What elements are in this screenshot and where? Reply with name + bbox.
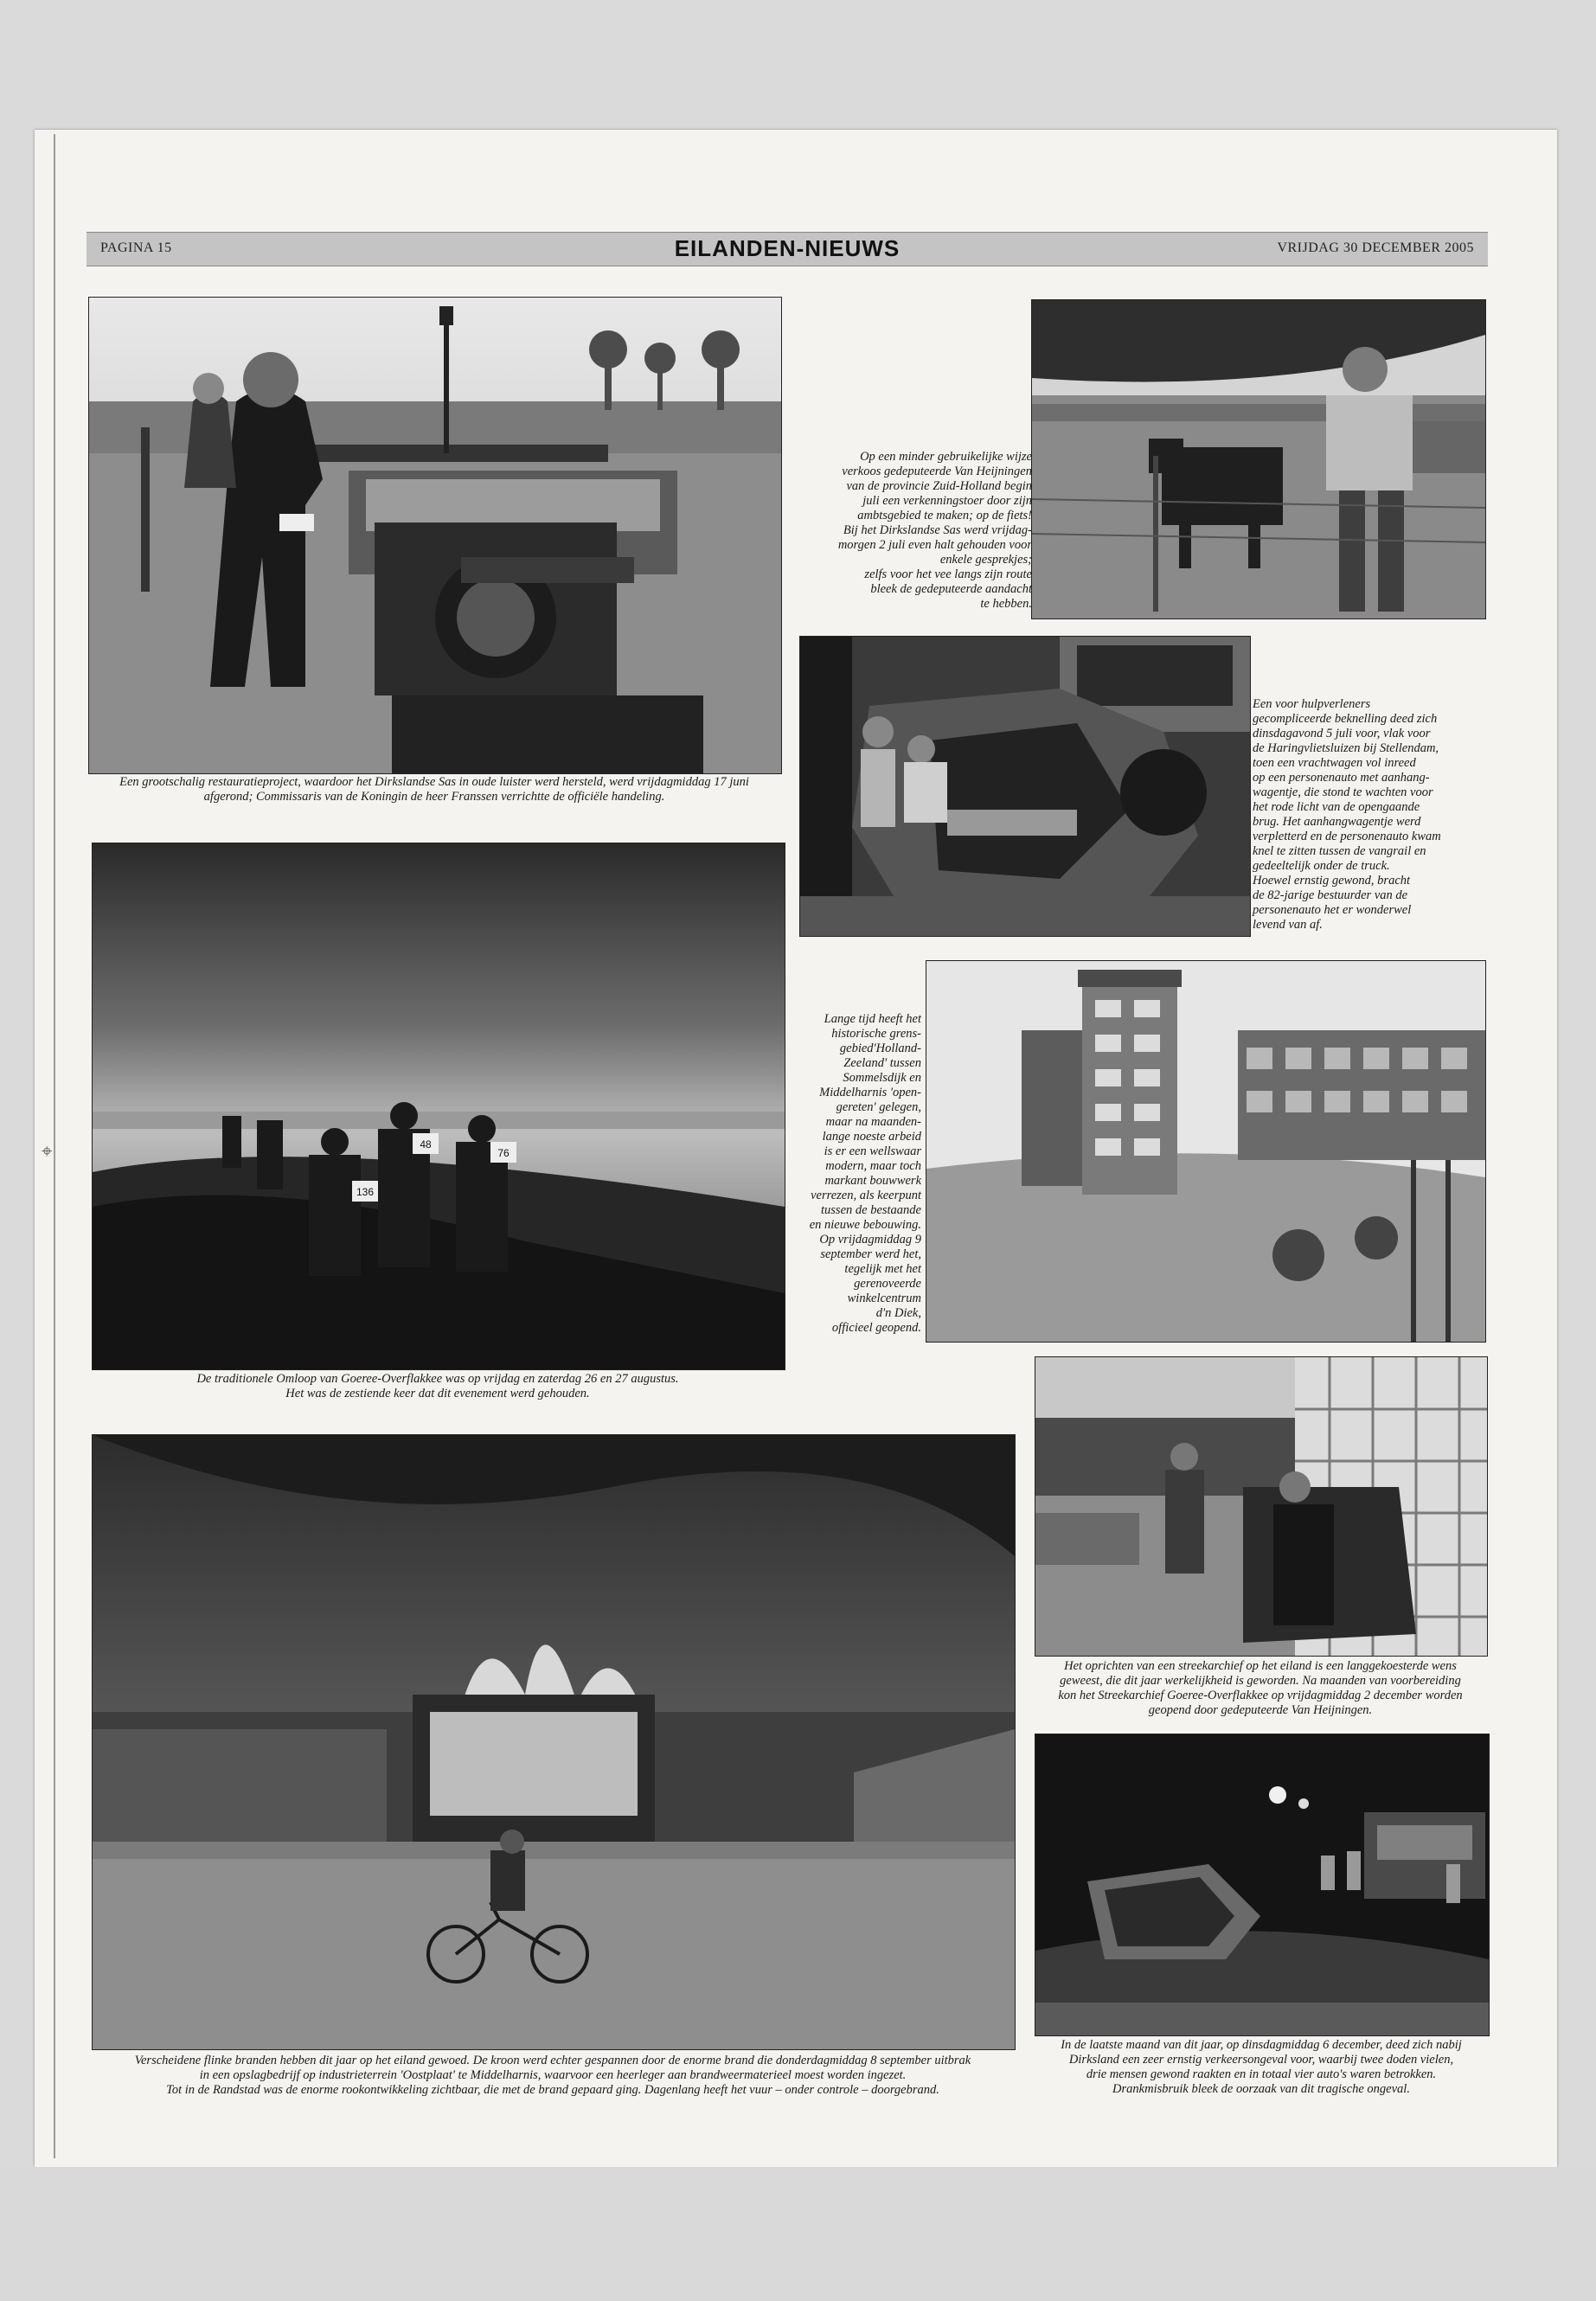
caption-line: op een personenauto met aanhang- (1253, 771, 1430, 785)
caption-streekarchief (1035, 1659, 1486, 1718)
caption-line: geopend door gedeputeerde Van Heijningen. (1148, 1703, 1373, 1717)
caption-line: gecompliceerde beknelling deed zich (1253, 712, 1438, 726)
caption-line: Dirksland een zeer ernstig verkeersongeval voor, waarbij twee doden vielen, (1068, 2053, 1454, 2067)
caption-line: maar na maanden- (825, 1115, 921, 1129)
caption-line: geweest, die dit jaar werkelijkheid is geworden. Na maanden van voorbereiding (1060, 1674, 1461, 1688)
masthead: EILANDEN-NIEUWS (674, 235, 901, 261)
photo-gedeputeerde-paard (1031, 299, 1486, 619)
caption-line: Op vrijdagmiddag 9 (819, 1233, 921, 1247)
caption-line: Op een minder gebruikelijke wijze (860, 450, 1032, 464)
issue-date: VRIJDAG 30 DECEMBER 2005 (1277, 240, 1474, 255)
registration-mark: ⌖ (42, 1140, 53, 1162)
photo-sluis-restauratie (88, 297, 782, 774)
caption-winkelcentrum (783, 1012, 921, 1336)
runner-number-1: 136 (356, 1186, 375, 1198)
scan-bottom-margin (0, 2167, 1596, 2301)
caption-line: drie mensen gewond raakten en in totaal vier auto's waren betrokken. (1086, 2067, 1437, 2081)
runner-number-3: 76 (497, 1147, 510, 1159)
photo-beknelling (799, 636, 1251, 937)
caption-line: brug. Het aanhangwagentje werd (1253, 815, 1421, 829)
page-header (87, 232, 1488, 266)
caption-line: winkelcentrum (847, 1292, 921, 1305)
caption-brand (92, 2054, 1014, 2098)
caption-line: gerenoveerde (854, 1277, 921, 1291)
caption-line: lange noeste arbeid (822, 1130, 921, 1144)
caption-line: zelfs voor het vee langs zijn route (864, 567, 1032, 581)
caption-line: verrezen, als keerpunt (811, 1189, 921, 1202)
page-number: PAGINA 15 (100, 240, 172, 255)
runner-number-2: 48 (420, 1138, 432, 1150)
caption-line: Het oprichten van een streekarchief op het eiland is een langgekoesterde wens (1064, 1659, 1457, 1673)
caption-line: historische grens- (831, 1027, 921, 1041)
caption-line: modern, maar toch (825, 1159, 921, 1173)
caption-gedeputeerde (783, 450, 1032, 612)
caption-sluis (88, 775, 780, 804)
caption-line: bleek de gedeputeerde aandacht (870, 582, 1032, 596)
caption-line: de 82-jarige bestuurder van de (1253, 888, 1408, 902)
caption-line: kon het Streekarchief Goeree-Overflakkee op vrijdagmiddag 2 december worden (1058, 1689, 1463, 1702)
caption-line: gebied'Holland- (839, 1042, 921, 1055)
caption-line: Bij het Dirkslandse Sas werd vrijdag- (843, 523, 1032, 537)
caption-line: Het was de zestiende keer dat dit evenement werd gehouden. (285, 1387, 590, 1400)
caption-line: levend van af. (1253, 918, 1323, 932)
caption-line: de Haringvlietsluizen bij Stellendam, (1253, 741, 1439, 755)
caption-line: juli een verkenningstoer door zijn (862, 494, 1032, 508)
caption-line: markant bouwwerk (824, 1174, 921, 1188)
caption-line: Verscheidene flinke branden hebben dit jaar op het eiland gewoed. De kroon werd echter gespannen door de enorme brand die donderdagmiddag 8 september uitbrak (134, 2054, 971, 2067)
caption-line: van de provincie Zuid-Holland begin (846, 479, 1032, 493)
caption-line: het rode licht van de opengaande (1253, 800, 1420, 814)
photo-streekarchief (1035, 1356, 1488, 1657)
caption-line: dinsdagavond 5 juli voor, vlak voor (1253, 727, 1431, 740)
caption-line: Hoewel ernstig gewond, bracht (1253, 874, 1411, 888)
caption-line: verpletterd en de personenauto kwam (1253, 830, 1441, 843)
caption-line: In de laatste maand van dit jaar, op dinsdagmiddag 6 december, deed zich nabij (1061, 2038, 1462, 2052)
caption-line: Zeeland' tussen (843, 1056, 921, 1070)
caption-line: Een grootschalig restauratieproject, waardoor het Dirkslandse Sas in oude luister werd hersteld, werd vrijdagmiddag 17 juni (119, 775, 749, 789)
caption-line: Middelharnis 'open- (819, 1086, 921, 1099)
caption-line: gedeeltelijk onder de truck. (1253, 859, 1390, 873)
caption-line: Tot in de Randstad was de enorme rookontwikkeling zichtbaar, die met de brand gepaard ging. Dagenlang heeft het vuur – onder controle – doorgebrand. (166, 2083, 939, 2097)
caption-line: Een voor hulpverleners (1253, 697, 1371, 711)
caption-line: in een opslagbedrijf op industrieterrein 'Oostplaat' te Middelharnis, waarvoor een heerleger aan brandweermaterieel moest worden ingezet. (199, 2068, 907, 2082)
caption-ongeval (1026, 2038, 1497, 2097)
caption-line: d'n Diek, (875, 1306, 921, 1320)
caption-line: officieel geopend. (831, 1321, 921, 1335)
caption-line: De traditionele Omloop van Goeree-Overflakkee was op vrijdag en zaterdag 26 en 27 augustus. (196, 1372, 679, 1386)
caption-line: ambtsgebied te maken; op de fiets! (857, 509, 1032, 522)
caption-line: personenauto het er wonderwel (1253, 903, 1412, 917)
caption-line: september werd het, (820, 1247, 921, 1261)
photo-winkelcentrum (926, 960, 1486, 1343)
photo-ongeval-dirksland (1035, 1734, 1490, 2036)
caption-beknelling (1253, 697, 1488, 933)
caption-line: Sommelsdijk en (843, 1071, 921, 1085)
caption-line: afgerond; Commissaris van de Koningin de heer Franssen verrichtte de officiële handeling. (203, 790, 665, 804)
caption-line: tegelijk met het (844, 1262, 921, 1276)
caption-line: gereten' gelegen, (836, 1100, 921, 1114)
caption-line: tussen de bestaande (821, 1203, 921, 1217)
caption-line: Drankmisbruik bleek de oorzaak van dit tragische ongeval. (1112, 2082, 1410, 2096)
caption-line: wagentje, die stond te wachten voor (1253, 785, 1433, 799)
photo-omloop (92, 843, 785, 1370)
caption-line: toen een vrachtwagen vol inreed (1253, 756, 1416, 770)
caption-line: te hebben. (980, 597, 1032, 611)
photo-brand-oostplaat (92, 1434, 1016, 2050)
caption-line: en nieuwe bebouwing. (809, 1218, 921, 1232)
caption-line: verkoos gedeputeerde Van Heijningen (842, 465, 1032, 478)
caption-line: is er een wellswaar (824, 1144, 921, 1158)
caption-line: enkele gesprekjes; (939, 553, 1032, 567)
caption-line: Lange tijd heeft het (824, 1012, 921, 1026)
caption-line: morgen 2 juli even halt gehouden voor (837, 538, 1032, 552)
caption-omloop (92, 1372, 784, 1401)
caption-line: knel te zitten tussen de vangrail en (1253, 844, 1426, 858)
